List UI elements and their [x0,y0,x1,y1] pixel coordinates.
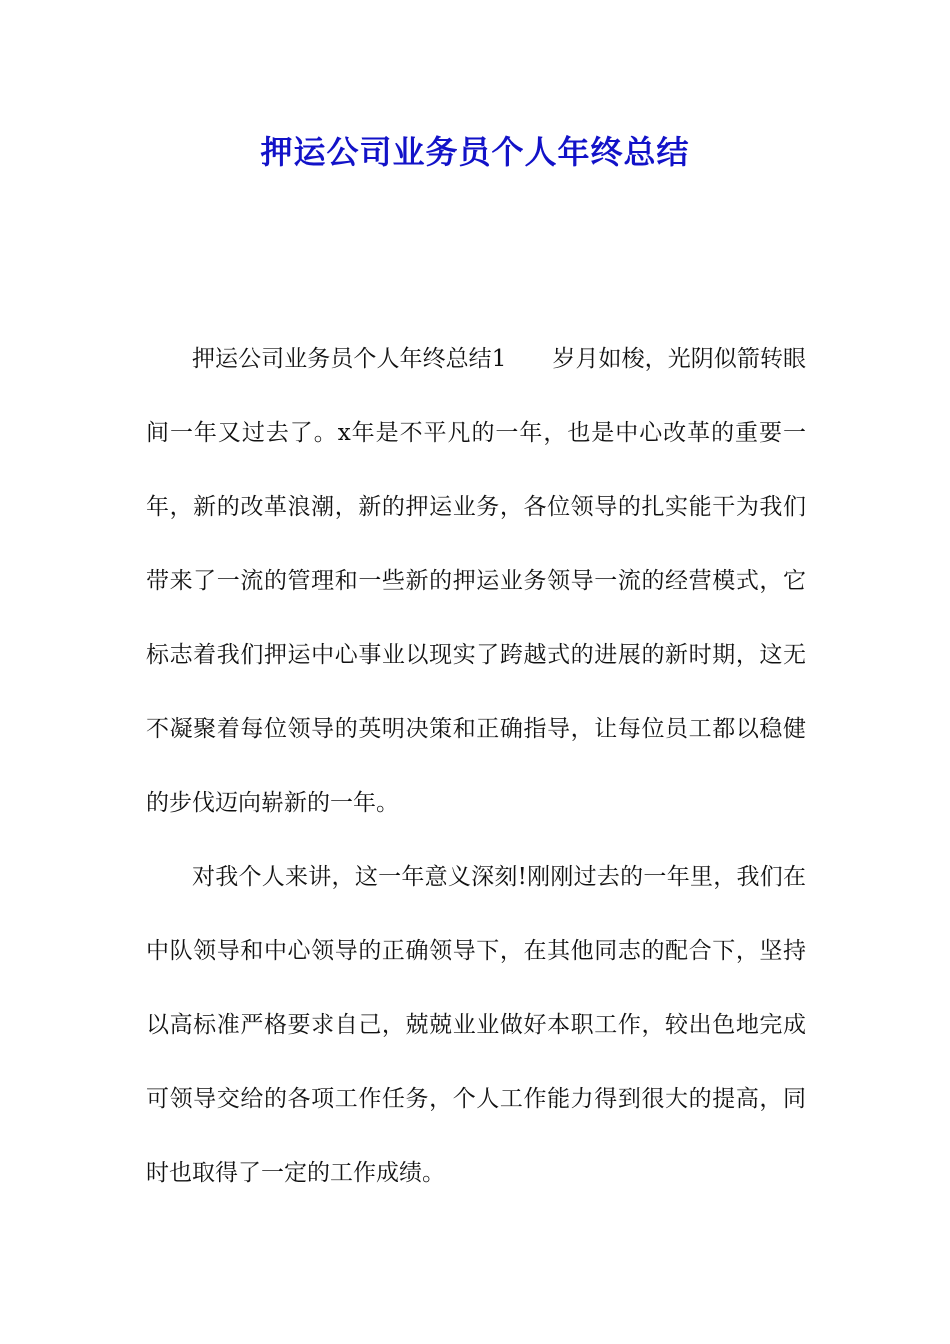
paragraph-2 [146,840,806,1210]
paragraph-1-block [146,322,806,840]
paragraph-1 [146,322,806,840]
paragraph-1-heading: 押运公司业务员个人年终总结1 [192,346,507,372]
paragraph-1-text: 岁月如梭，光阴似箭转眼间一年又过去了。x年是不平凡的一年，也是中心改革的重要一年，新的改革浪潮，新的押运业务，各位领导的扎实能干为我们带来了一流的管理和一些新的押运业务领导一流的经营模式，它标志着我们押运中心事业以现实了跨越式的进展的新时期，这无不凝聚着每位领导的英明决策和正确指导，让每位员工都以稳健的步伐迈向崭新的一年。 [146,346,806,816]
paragraph-2-text: 对我个人来讲，这一年意义深刻!刚刚过去的一年里，我们在中队领导和中心领导的正确领导下，在其他同志的配合下，坚持以高标准严格要求自己，兢兢业业做好本职工作，较出色地完成可领导交给的各项工作任务，个人工作能力得到很大的提高，同时也取得了一定的工作成绩。 [146,864,806,1186]
document-title: 押运公司业务员个人年终总结 [260,133,690,171]
paragraph-2-block [146,840,806,1210]
